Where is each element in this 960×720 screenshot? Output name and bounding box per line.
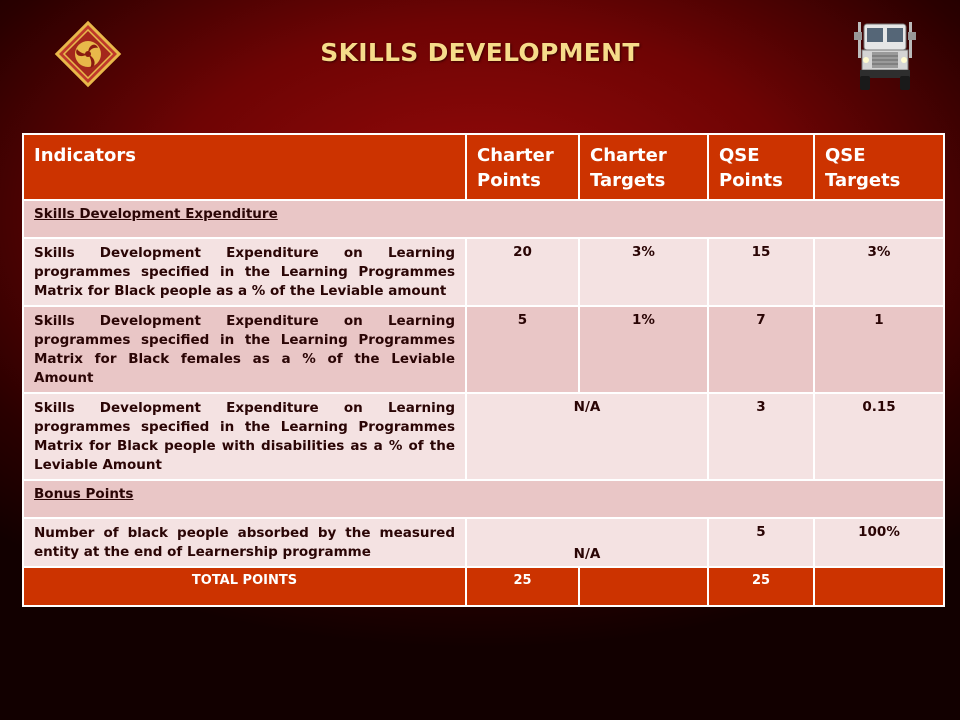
section-label: Skills Development Expenditure <box>34 206 278 222</box>
qse-targets-cell: 100% <box>814 518 944 567</box>
qse-points-cell: 7 <box>708 306 814 393</box>
table-row <box>23 393 944 480</box>
total-charter-points-cell: 25 <box>466 567 579 606</box>
column-header-charter-points: Charter Points <box>466 134 579 200</box>
indicator-cell: Skills Development Expenditure on Learning programmes specified in the Learning Programmes Matrix for Black females as a % of the Leviable Amount <box>23 306 466 393</box>
total-qse-targets-cell <box>814 567 944 606</box>
indicator-cell: Skills Development Expenditure on Learning programmes specified in the Learning Programmes Matrix for Black people with disabilities as a % of the Leviable Amount <box>23 393 466 480</box>
table-row <box>23 518 944 567</box>
table-row <box>23 306 944 393</box>
qse-targets-cell: 1 <box>814 306 944 393</box>
section-row-bonus-points <box>23 480 944 518</box>
column-header-charter-targets: Charter Targets <box>579 134 708 200</box>
section-label: Bonus Points <box>34 486 134 502</box>
charter-na-cell: N/A <box>466 518 708 567</box>
column-header-indicators: Indicators <box>23 134 466 200</box>
section-row-skills-expenditure <box>23 200 944 238</box>
table-row <box>23 238 944 306</box>
qse-points-cell: 3 <box>708 393 814 480</box>
charter-targets-cell: 1% <box>579 306 708 393</box>
charter-points-cell: 5 <box>466 306 579 393</box>
qse-points-cell: 15 <box>708 238 814 306</box>
page-title: SKILLS DEVELOPMENT <box>320 38 640 67</box>
indicator-cell: Number of black people absorbed by the measured entity at the end of Learnership programme <box>23 518 466 567</box>
charter-points-cell: 20 <box>466 238 579 306</box>
charter-na-cell: N/A <box>466 393 708 480</box>
table-header-row <box>23 134 944 200</box>
total-row <box>23 567 944 606</box>
qse-points-cell: 5 <box>708 518 814 567</box>
charter-targets-cell: 3% <box>579 238 708 306</box>
skills-development-table <box>22 133 945 607</box>
total-charter-targets-cell <box>579 567 708 606</box>
total-label-cell: TOTAL POINTS <box>23 567 466 606</box>
indicator-cell: Skills Development Expenditure on Learning programmes specified in the Learning Programmes Matrix for Black people as a % of the Leviable amount <box>23 238 466 306</box>
column-header-qse-points: QSE Points <box>708 134 814 200</box>
qse-targets-cell: 0.15 <box>814 393 944 480</box>
column-header-qse-targets: QSE Targets <box>814 134 944 200</box>
qse-targets-cell: 3% <box>814 238 944 306</box>
total-qse-points-cell: 25 <box>708 567 814 606</box>
